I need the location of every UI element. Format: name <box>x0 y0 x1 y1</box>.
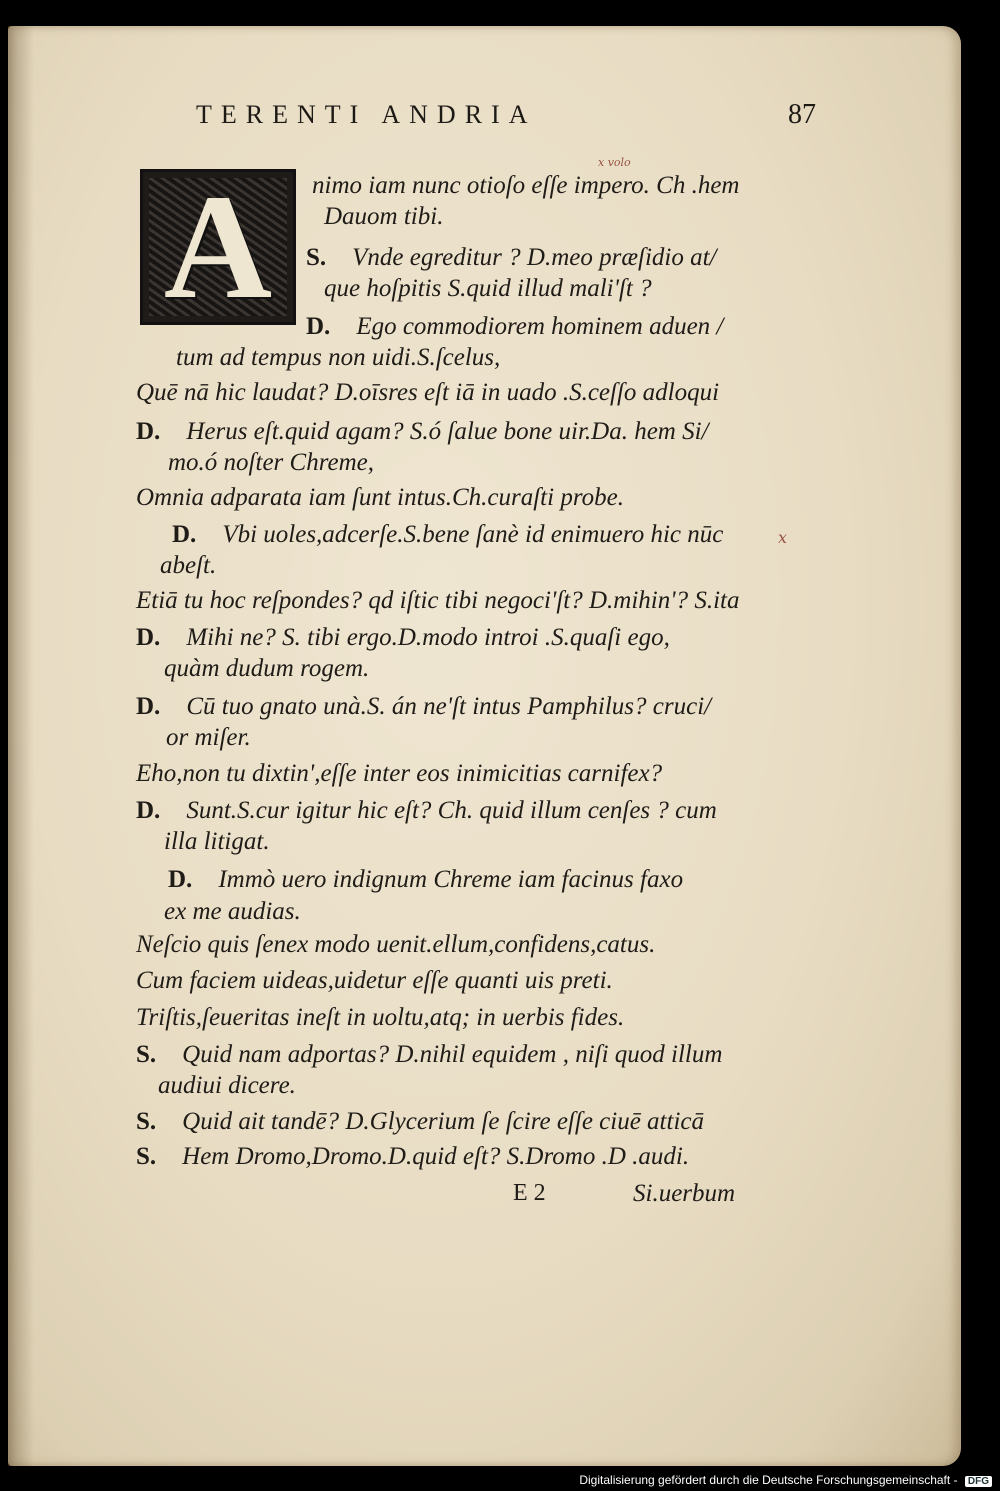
speaker-label: S. <box>306 244 327 271</box>
text-line <box>166 724 251 752</box>
text-line <box>160 552 216 580</box>
running-title: TERENTI ANDRIA <box>196 100 537 129</box>
text-line <box>324 203 443 231</box>
line-text: Herus eſt.quid agam? S.ó ſalue bone uir.Da. hem Si/ <box>186 418 709 445</box>
speaker-label: S. <box>136 1143 157 1170</box>
line-text: Eho,non tu dixtin',eſſe inter eos inimicitias carnifex? <box>136 760 663 787</box>
text-line <box>324 275 652 303</box>
catchword: Si.uerbum <box>633 1180 736 1207</box>
line-text: Quē nā hic laudat? D.oīsres eſt iā in uado .S.ceſſo adloqui <box>136 379 720 406</box>
line-text: Cum faciem uideas,uidetur eſſe quanti uis preti. <box>136 967 613 994</box>
line-text: Quid ait tandē? D.Glycerium ſe ſcire eſſe ciuē atticā <box>182 1108 704 1135</box>
marginal-annotation: x <box>778 528 788 547</box>
text-line <box>136 418 709 446</box>
line-text: Ego commodiorem hominem aduen / <box>356 313 724 340</box>
line-text: Dauom tibi. <box>324 203 444 230</box>
text-line <box>164 898 301 926</box>
initial-letter: A <box>163 169 273 325</box>
text-line <box>164 828 270 856</box>
text-line <box>136 1041 722 1069</box>
line-text: Sunt.S.cur igitur hic eſt? Ch. quid illum cenſes ? cum <box>186 797 717 824</box>
line-text: illa litigat. <box>164 828 270 855</box>
text-line <box>136 1143 689 1171</box>
footer-credit <box>579 1473 992 1487</box>
line-text: Cū tuo gnato unà.S. án ne'ſt intus Pamphilus? cruci/ <box>186 693 712 720</box>
spine-shadow <box>8 26 34 1466</box>
line-text: Etiā tu hoc reſpondes? qd iſtic tibi negoci'ſt? D.mihin'? S.ita <box>136 587 740 614</box>
line-text: Quid nam adportas? D.nihil equidem , niſi quod illum <box>182 1041 723 1068</box>
text-line <box>168 449 374 477</box>
speaker-label: D. <box>136 693 161 720</box>
text-line <box>176 344 500 372</box>
speaker-label: D. <box>136 797 161 824</box>
text-line <box>136 693 711 721</box>
text-line <box>136 931 655 959</box>
line-text: Mihi ne? S. tibi ergo.D.modo introi .S.quaſi ego, <box>186 624 670 651</box>
line-text: tum ad tempus non uidi.S.ſcelus, <box>176 344 501 371</box>
line-text: Neſcio quis ſenex modo uenit.ellum,confidens,catus. <box>136 931 656 958</box>
text-line <box>136 624 670 652</box>
signature-mark: E 2 <box>513 1180 546 1206</box>
text-line <box>306 244 716 272</box>
line-text: ex me audias. <box>164 898 301 925</box>
dfg-logo: DFG <box>965 1476 992 1487</box>
speaker-label: D. <box>136 624 161 651</box>
line-text: Hem Dromo,Dromo.D.quid eſt? S.Dromo .D .audi. <box>182 1143 690 1170</box>
text-line <box>168 866 683 894</box>
page-number: 87 <box>788 99 816 130</box>
speaker-label: S. <box>136 1041 157 1068</box>
speaker-label: D. <box>306 313 331 340</box>
line-text: quàm dudum rogem. <box>164 655 370 682</box>
text-line <box>136 1108 704 1136</box>
text-line <box>136 797 717 825</box>
speaker-label: D. <box>168 866 193 893</box>
line-text: Immò uero indignum Chreme iam facinus faxo <box>218 866 684 893</box>
line-text: audiui dicere. <box>158 1072 296 1099</box>
text-line <box>172 521 723 549</box>
line-text: abeſt. <box>160 552 217 579</box>
speaker-label: D. <box>136 418 161 445</box>
text-line <box>136 967 613 995</box>
text-line <box>158 1072 296 1100</box>
speaker-label: S. <box>136 1108 157 1135</box>
decorated-initial <box>140 169 296 325</box>
text-line <box>136 484 624 512</box>
text-line <box>136 379 719 407</box>
line-text: Vbi uoles,adcerſe.S.bene ſanè id enimuero hic nūc <box>222 521 724 548</box>
text-line <box>136 760 662 788</box>
text-line <box>136 587 739 615</box>
line-text: Omnia adparata iam ſunt intus.Ch.curaſti probe. <box>136 484 624 511</box>
line-text: or miſer. <box>166 724 251 751</box>
text-line <box>312 172 740 200</box>
marginal-annotation: x volo <box>598 156 631 169</box>
line-text: que hoſpitis S.quid illud mali'ſt ? <box>324 275 652 302</box>
line-text: mo.ó noſter Chreme, <box>168 449 374 476</box>
line-text: Triſtis,ſeueritas ineſt in uoltu,atq; in uerbis fides. <box>136 1004 625 1031</box>
line-text: nimo iam nunc otioſo eſſe impero. Ch .hem <box>312 172 740 199</box>
text-line <box>306 313 723 341</box>
speaker-label: D. <box>172 521 197 548</box>
footer-credit-text: Digitalisierung gefördert durch die Deutsche Forschungsgemeinschaft - <box>579 1473 958 1487</box>
text-line <box>136 1004 624 1032</box>
line-text: Vnde egreditur ? D.meo præſidio at/ <box>352 244 717 271</box>
text-line <box>164 655 369 683</box>
